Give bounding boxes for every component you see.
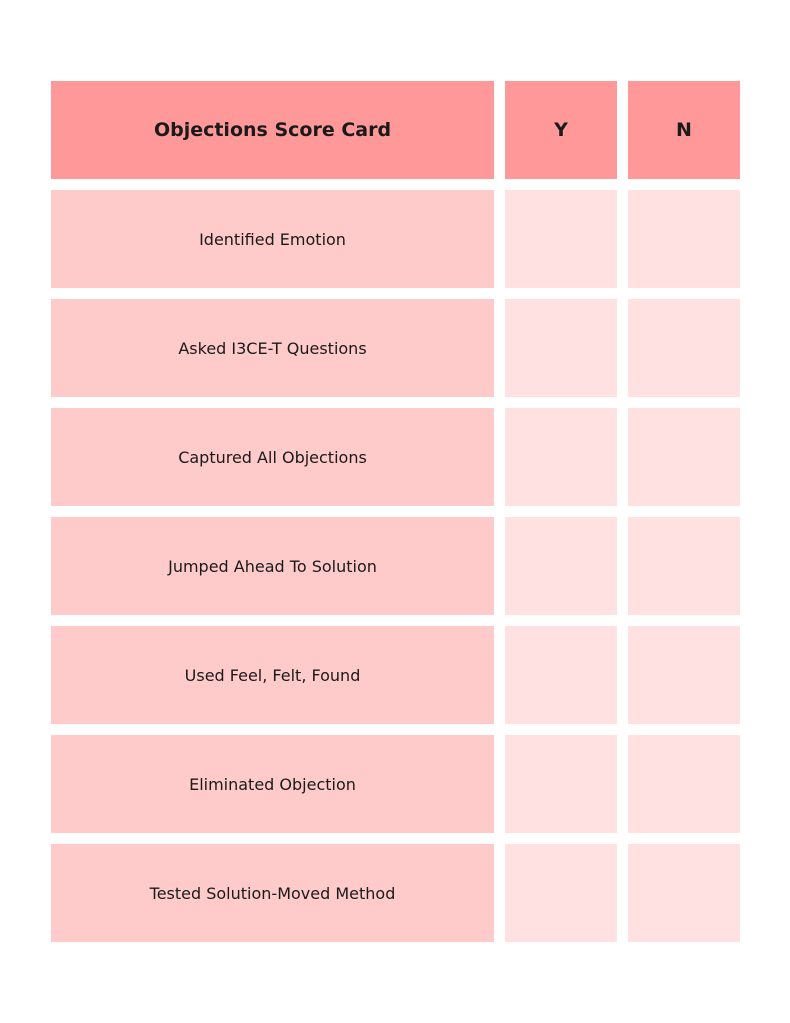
score-card-table: [51, 81, 740, 942]
yes-checkbox-cell[interactable]: [505, 408, 617, 506]
no-checkbox-cell[interactable]: [628, 190, 740, 288]
row-label: Identified Emotion: [51, 190, 494, 288]
no-checkbox-cell[interactable]: [628, 626, 740, 724]
no-checkbox-cell[interactable]: [628, 299, 740, 397]
no-checkbox-cell[interactable]: [628, 517, 740, 615]
yes-checkbox-cell[interactable]: [505, 626, 617, 724]
yes-checkbox-cell[interactable]: [505, 844, 617, 942]
row-label: Asked I3CE-T Questions: [51, 299, 494, 397]
row-label: Jumped Ahead To Solution: [51, 517, 494, 615]
yes-checkbox-cell[interactable]: [505, 190, 617, 288]
yes-checkbox-cell[interactable]: [505, 735, 617, 833]
header-yes: Y: [505, 81, 617, 179]
header-no: N: [628, 81, 740, 179]
row-label: Captured All Objections: [51, 408, 494, 506]
no-checkbox-cell[interactable]: [628, 735, 740, 833]
yes-checkbox-cell[interactable]: [505, 299, 617, 397]
row-label: Eliminated Objection: [51, 735, 494, 833]
yes-checkbox-cell[interactable]: [505, 517, 617, 615]
no-checkbox-cell[interactable]: [628, 844, 740, 942]
header-title: Objections Score Card: [51, 81, 494, 179]
row-label: Used Feel, Felt, Found: [51, 626, 494, 724]
no-checkbox-cell[interactable]: [628, 408, 740, 506]
row-label: Tested Solution-Moved Method: [51, 844, 494, 942]
